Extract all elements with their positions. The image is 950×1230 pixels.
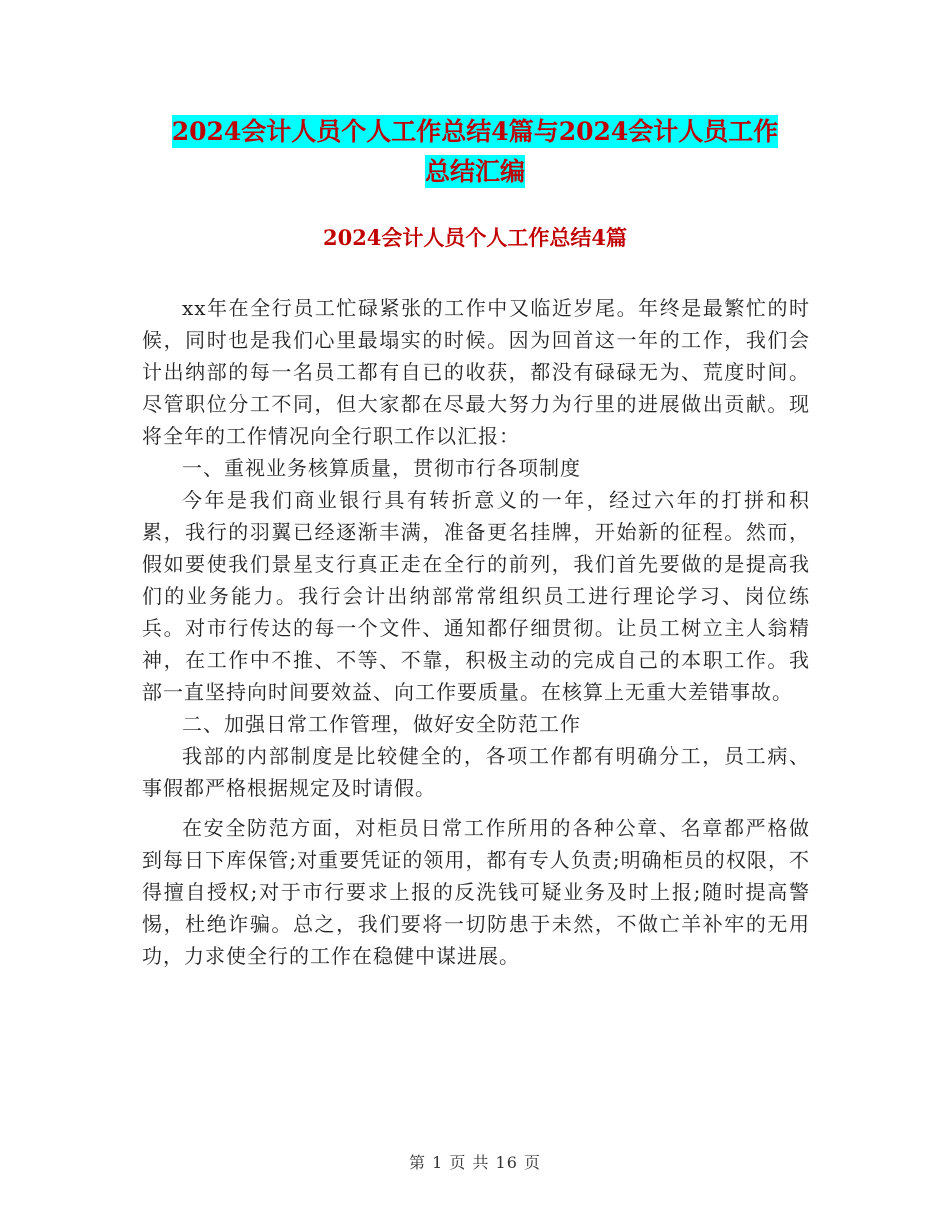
page-number-footer: 第 1 页 共 16 页 bbox=[409, 1153, 541, 1172]
paragraph-intro: xx年在全行员工忙碌紧张的工作中又临近岁尾。年终是最繁忙的时候，同时也是我们心里最塌实的时候。因为回首这一年的工作，我们会计出纳部的每一名员工都有自已的收获，都没有碌碌无为、荒度时间。尽管职位分工不同，但大家都在尽最大努力为行里的进展做出贡献。现将全年的工作情况向全行职工作以汇报： bbox=[142, 296, 810, 448]
title-line-1: 2024会计人员个人工作总结4篇与2024会计人员工作 bbox=[171, 117, 779, 146]
paragraph-body-1: 今年是我们商业银行具有转折意义的一年，经过六年的打拼和积累，我行的羽翼已经逐渐丰满，准备更名挂牌，开始新的征程。然而，假如要使我们景星支行真正走在全行的前列，我们首先要做的是提高我们的业务能力。我行会计出纳部常常组织员工进行理论学习、岗位练兵。对市行传达的每一个文件、通知都仔细贯彻。让员工树立主人翁精神，在工作中不推、不等、不靠，积极主动的完成自己的本职工作。我部一直坚持向时间要效益、向工作要质量。在核算上无重大差错事故。 bbox=[142, 488, 810, 704]
paragraph-heading-2: 二、加强日常工作管理，做好安全防范工作 bbox=[182, 712, 581, 736]
paragraph-heading-1: 一、重视业务核算质量，贯彻市行各项制度 bbox=[182, 456, 581, 480]
document-title bbox=[140, 112, 810, 192]
document-body bbox=[142, 292, 810, 972]
title-line-2: 总结汇编 bbox=[424, 157, 525, 186]
section-heading: 2024会计人员个人工作总结4篇 bbox=[322, 225, 628, 250]
paragraph-body-3: 在安全防范方面，对柜员日常工作所用的各种公章、名章都严格做到每日下库保管;对重要凭证的领用，都有专人负责;明确柜员的权限，不得擅自授权;对于市行要求上报的反洗钱可疑业务及时上报;随时提高警惕，杜绝诈骗。总之，我们要将一切防患于未然，不做亡羊补牢的无用功，力求使全行的工作在稳健中谋进展。 bbox=[142, 816, 810, 968]
paragraph-body-2: 我部的内部制度是比较健全的，各项工作都有明确分工，员工病、事假都严格根据规定及时请假。 bbox=[142, 744, 810, 800]
